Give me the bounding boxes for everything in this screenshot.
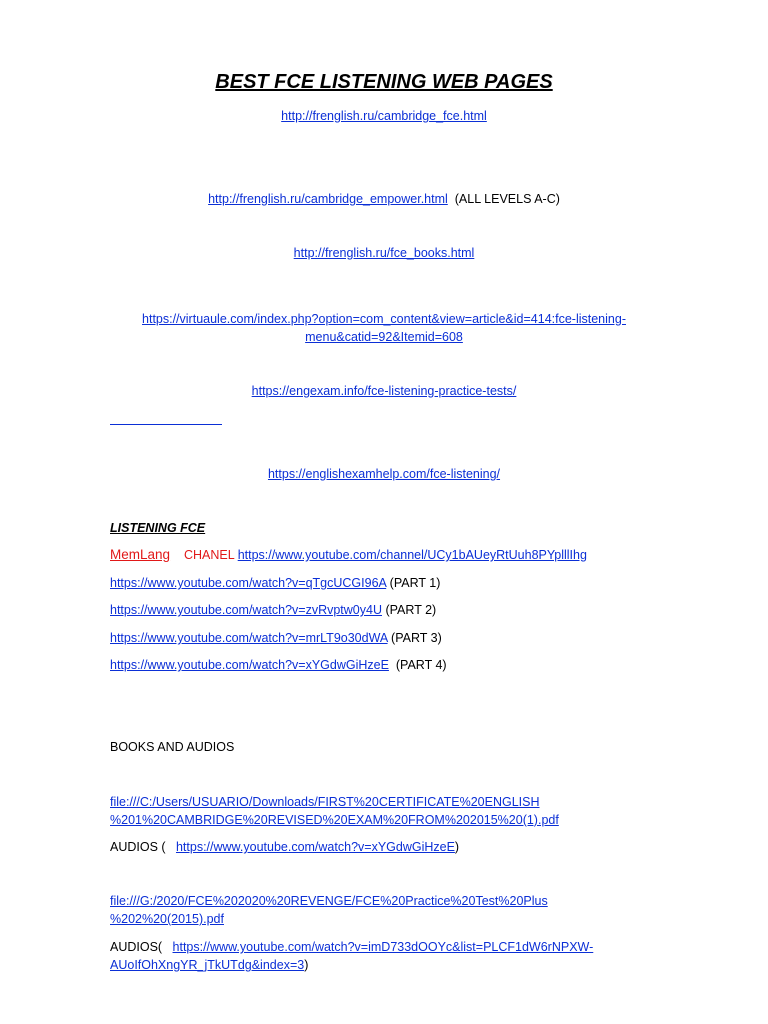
- link-row-englishexamhelp: [0, 465, 768, 483]
- empty-hyperlink-underline[interactable]: [110, 424, 222, 425]
- part-row-2: [110, 601, 436, 619]
- page-title: BEST FCE LISTENING WEB PAGES: [215, 71, 553, 93]
- link-cambridge-fce[interactable]: [0, 107, 768, 125]
- link-fce-books[interactable]: http://frenglish.ru/fce_books.html: [293, 246, 475, 260]
- link-row-cambridge-empower: [0, 190, 768, 208]
- memlang-brand[interactable]: MemLang: [110, 547, 171, 562]
- file1-line1: [110, 793, 540, 811]
- link-file1-part1[interactable]: file:///C:/Users/USUARIO/Downloads/FIRST%20CERTIFICATE%20ENGLISH: [110, 795, 540, 809]
- link-row-fce-books: [0, 244, 768, 262]
- link-youtube-channel[interactable]: https://www.youtube.com/channel/UCy1bAUeyRtUuh8PYplllIhg: [237, 548, 587, 562]
- link-row-engexam: [0, 382, 768, 400]
- audios2-row-line1: [110, 938, 593, 956]
- link-file1-part2[interactable]: %201%20CAMBRIDGE%20REVISED%20EXAM%20FROM%202015%20(1).pdf: [110, 813, 559, 827]
- link-audios1[interactable]: https://www.youtube.com/watch?v=xYGdwGiHzeE: [175, 840, 455, 854]
- file2-line2: [110, 910, 224, 928]
- file2-line1: [110, 892, 548, 910]
- link-virtuaule-line1: [0, 310, 768, 328]
- audios2-row-line2: [110, 956, 308, 974]
- link-cambridge-empower[interactable]: http://frenglish.ru/cambridge_empower.html: [208, 192, 448, 206]
- part-row-1: [110, 574, 440, 592]
- part-row-3: [110, 629, 442, 647]
- audios2-suffix: ): [304, 958, 309, 972]
- link-part-2[interactable]: https://www.youtube.com/watch?v=zvRvptw0y4U: [110, 603, 382, 617]
- listening-heading: LISTENING FCE: [110, 521, 206, 535]
- part-4-label: (PART 4): [395, 658, 447, 672]
- link-cambridge-fce-text[interactable]: http://frenglish.ru/cambridge_fce.html: [281, 109, 487, 123]
- audios2-prefix: AUDIOS(: [110, 940, 163, 954]
- link-audios2-part1[interactable]: https://www.youtube.com/watch?v=imD733dOOYc&list=PLCF1dW6rNPXW-: [172, 940, 594, 954]
- link-part-1[interactable]: https://www.youtube.com/watch?v=qTgcUCGI96A: [110, 576, 387, 590]
- link-virtuaule-part2[interactable]: menu&catid=92&Itemid=608: [305, 330, 463, 344]
- part-1-label: (PART 1): [389, 576, 441, 590]
- link-engexam[interactable]: https://engexam.info/fce-listening-practice-tests/: [251, 384, 517, 398]
- part-3-label: (PART 3): [391, 631, 442, 645]
- part-row-4: [110, 656, 447, 674]
- link-part-3[interactable]: https://www.youtube.com/watch?v=mrLT9o30dWA: [110, 631, 388, 645]
- empower-levels-note: (ALL LEVELS A-C): [454, 192, 560, 206]
- books-heading: BOOKS AND AUDIOS: [110, 740, 235, 754]
- link-englishexamhelp[interactable]: https://englishexamhelp.com/fce-listening/: [267, 467, 501, 481]
- link-audios2-part2[interactable]: AUoIfOhXngYR_jTkUTdg&index=3: [110, 958, 305, 972]
- link-part-4[interactable]: https://www.youtube.com/watch?v=xYGdwGiHzeE: [110, 658, 389, 672]
- audios1-prefix: AUDIOS (: [110, 840, 166, 854]
- link-virtuaule-line2: [0, 328, 768, 346]
- audios1-row: [110, 838, 459, 856]
- chanel-label: CHANEL: [183, 548, 235, 562]
- link-file2-part1[interactable]: file:///G:/2020/FCE%202020%20REVENGE/FCE%20Practice%20Test%20Plus: [110, 894, 548, 908]
- link-virtuaule-part1[interactable]: https://virtuaule.com/index.php?option=com_content&view=article&id=414:fce-listening-: [142, 312, 626, 326]
- part-2-label: (PART 2): [385, 603, 437, 617]
- file1-line2: [110, 811, 559, 829]
- audios1-suffix: ): [454, 840, 460, 854]
- link-file2-part2[interactable]: %202%20(2015).pdf: [110, 912, 224, 926]
- channel-row: [110, 546, 587, 564]
